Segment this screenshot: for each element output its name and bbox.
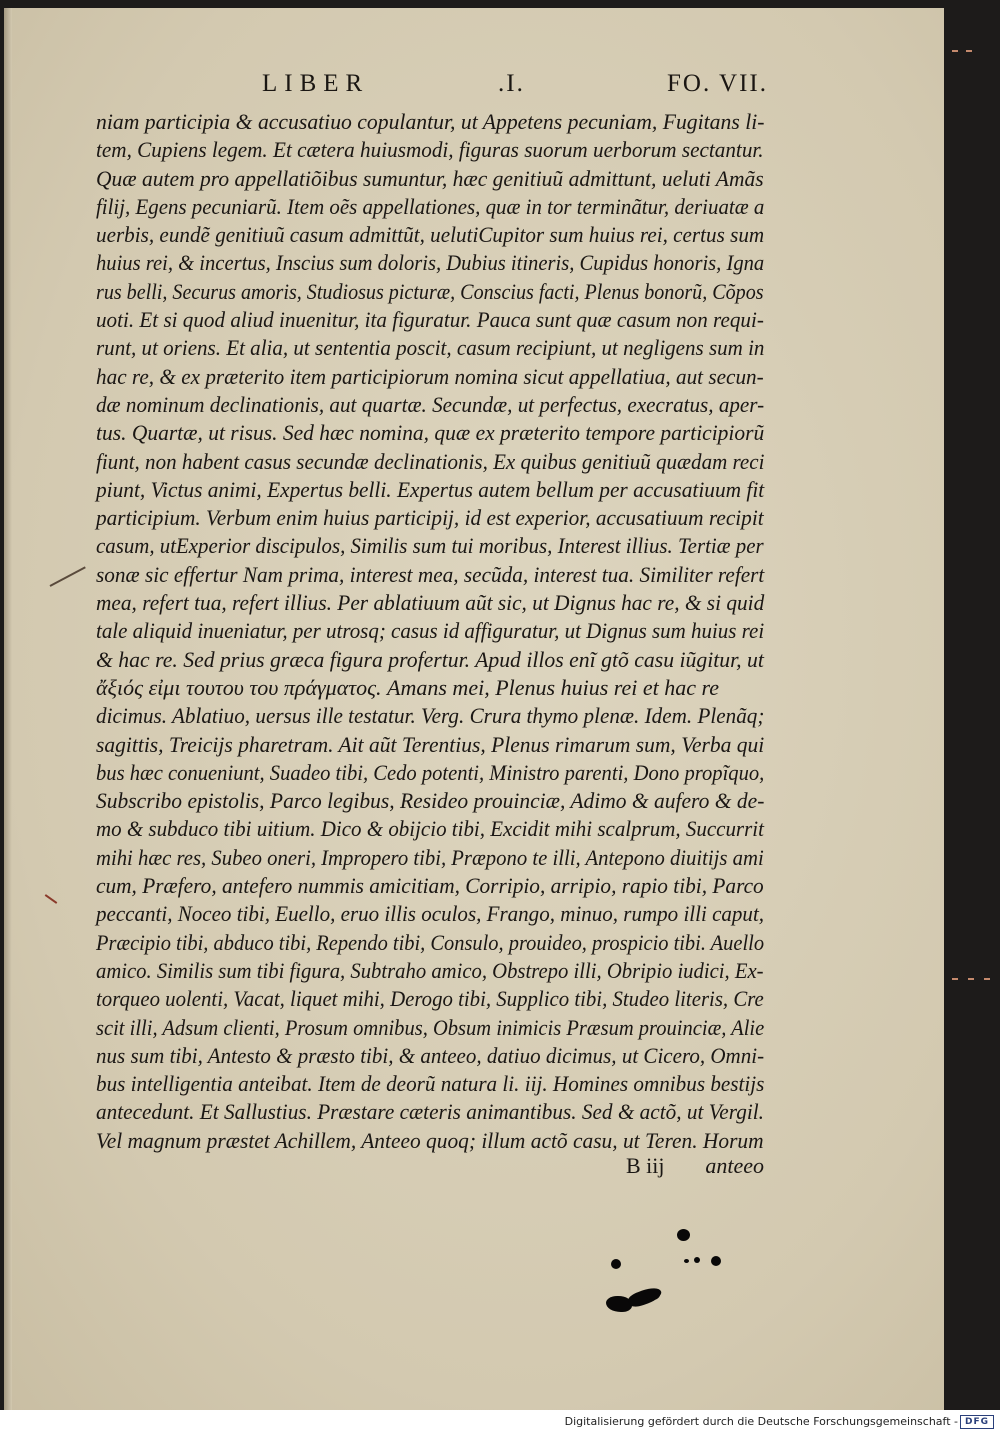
signature-mark: B iij bbox=[626, 1153, 665, 1178]
body-text bbox=[96, 108, 764, 1155]
dfg-logo: DFG bbox=[960, 1415, 994, 1429]
scan-background-strip bbox=[944, 8, 1000, 1410]
scan-margin-mark bbox=[984, 978, 990, 980]
header-folio: FO. VII. bbox=[667, 70, 768, 97]
text-line: sonæ sic effertur Nam prima, interest mea, secũda, interest tua. Similiter refert bbox=[96, 561, 765, 587]
text-line: Præcipio tibi, abduco tibi, Rependo tibi, Consulo, prouideo, prospicio tibi. Auello bbox=[96, 929, 765, 955]
text-line: ἄξιός εἰμι τουτου του πράγματος. Amans mei, Plenus huius rei et hac re bbox=[96, 674, 720, 700]
text-line: amico. Similis sum tibi figura, Subtraho amico, Obstrepo illi, Obripio iudici, Ex- bbox=[96, 957, 764, 983]
text-line: Subscribo epistolis, Parco legibus, Resideo prouinciæ, Adimo & aufero & de- bbox=[96, 788, 765, 814]
catchword: anteeo bbox=[705, 1153, 764, 1178]
marginal-pen-stroke bbox=[50, 566, 86, 587]
text-line: bus intelligentia anteibat. Item de deorũ natura li. iij. Homines omnibus bestijs bbox=[96, 1071, 765, 1097]
text-line: hac re, & ex præterito item participiorum nomina sicut appellatiua, aut secun- bbox=[96, 363, 764, 389]
text-line: huius rei, & incertus, Inscius sum doloris, Dubius itineris, Cupidus honoris, Igna bbox=[96, 250, 765, 276]
text-line: runt, ut oriens. Et alia, ut sententia poscit, casum recipiunt, ut negligens sum in bbox=[96, 335, 765, 361]
marginal-red-mark bbox=[45, 894, 58, 904]
text-line: dicimus. Ablatiuo, uersus ille testatur. Verg. Crura thymo plenæ. Idem. Plenãq; bbox=[96, 703, 765, 729]
text-line: peccanti, Noceo tibi, Euello, eruo illis oculos, Frango, minuo, rumpo illi caput, bbox=[96, 901, 765, 927]
text-line: cum, Præfero, antefero nummis amicitiam, Corripio, arripio, rapio tibi, Parco bbox=[96, 873, 764, 899]
text-line: filij, Egens pecuniarũ. Item oẽs appellationes, quæ in tor terminãtur, deriuatæ a bbox=[96, 193, 765, 219]
text-line: & hac re. Sed prius græca figura profertur. Apud illos enĩ gtõ casu iũgitur, ut bbox=[96, 646, 764, 672]
scan-margin-mark bbox=[966, 50, 972, 52]
text-line: uerbis, eundẽ genitiuũ casum admittũt, uelutiCupitor sum huius rei, certus sum bbox=[96, 222, 765, 248]
text-line: uoti. Et si quod aliud inuenitur, ita figuratur. Pauca sunt quæ casum non requi- bbox=[96, 307, 764, 333]
header-book-number: .I. bbox=[498, 70, 525, 97]
text-line: piunt, Victus animi, Expertus belli. Expertus autem bellum per accusatiuum fit bbox=[96, 476, 765, 502]
text-line: torqueo uolenti, Vacat, liquet mihi, Derogo tibi, Supplico tibi, Studeo literis, Cre bbox=[96, 986, 764, 1012]
text-line: scit illi, Adsum clienti, Prosum omnibus, Obsum inimicis Præsum prouinciæ, Alie bbox=[96, 1014, 765, 1040]
text-line: Quæ autem pro appellatiõibus sumuntur, hæc genitiuũ admittunt, ueluti Amãs bbox=[96, 165, 764, 191]
text-line: mihi hæc res, Subeo oneri, Impropero tibi, Præpono te illi, Antepono diuitijs ami bbox=[96, 844, 764, 870]
ink-blot bbox=[694, 1257, 700, 1263]
ink-blot bbox=[611, 1259, 621, 1269]
text-line: niam participia & accusatiuo copulantur, ut Appetens pecuniam, Fugitans li- bbox=[96, 109, 765, 134]
text-line: tale aliquid inueniatur, per utrosq; casus id affiguratur, ut Dignus sum huius rei bbox=[96, 618, 765, 644]
text-line: participium. Verbum enim huius participij, id est experior, accusatiuum recipit bbox=[96, 505, 764, 531]
running-header bbox=[262, 70, 768, 104]
text-line: tem, Cupiens legem. Et cætera huiusmodi, figuras suorum uerborum sectantur. bbox=[96, 137, 764, 163]
text-line: nus sum tibi, Antesto & præsto tibi, & anteeo, datiuo dicimus, ut Cicero, Omni- bbox=[96, 1042, 765, 1068]
text-line: fiunt, non habent casus secundæ declinationis, Ex quibus genitiuũ quædam reci bbox=[96, 448, 765, 474]
digitization-footer bbox=[0, 1410, 1000, 1432]
ink-blot bbox=[684, 1259, 689, 1263]
text-line: mea, refert tua, refert illius. Per ablatiuum aũt sic, ut Dignus hac re, & si quid bbox=[96, 590, 765, 616]
text-line: antecedunt. Et Sallustius. Præstare cæteris animantibus. Sed & actõ, ut Vergil. bbox=[96, 1099, 764, 1125]
ink-blot bbox=[645, 1289, 660, 1300]
header-liber: LIBER bbox=[262, 70, 370, 97]
page-edge-shadow bbox=[4, 8, 12, 1410]
text-line: Vel magnum præstet Achillem, Anteeo quoq; illum actõ casu, ut Teren. Horum bbox=[96, 1127, 764, 1153]
text-line: sagittis, Treicijs pharetram. Ait aũt Terentius, Plenus rimarum sum, Verba qui bbox=[96, 731, 765, 757]
text-line: casum, utExperior discipulos, Similis sum tui moribus, Interest illius. Tertiæ per bbox=[96, 533, 764, 559]
text-line: rus belli, Securus amoris, Studiosus picturæ, Conscius facti, Plenus bonorũ, Cõpos bbox=[96, 278, 764, 304]
text-line: tus. Quartæ, ut risus. Sed hæc nomina, quæ ex præterito tempore participiorũ bbox=[96, 420, 765, 446]
page-foot-line bbox=[96, 1152, 764, 1180]
scan-margin-mark bbox=[952, 978, 958, 980]
text-line: mo & subduco tibi uitium. Dico & obijcio tibi, Excidit mihi scalprum, Succurrit bbox=[96, 816, 764, 842]
text-line: dæ nominum declinationis, aut quartæ. Secundæ, ut perfectus, execratus, aper- bbox=[96, 391, 765, 417]
ink-blot bbox=[677, 1229, 690, 1241]
ink-blot bbox=[711, 1256, 721, 1266]
footer-credit: Digitalisierung gefördert durch die Deutsche Forschungsgemeinschaft - bbox=[564, 1415, 958, 1428]
scan-margin-mark bbox=[952, 50, 958, 52]
scan-margin-mark bbox=[968, 978, 974, 980]
text-line: bus hæc conueniunt, Suadeo tibi, Cedo potenti, Ministro parenti, Dono propĩquo, bbox=[96, 759, 765, 785]
